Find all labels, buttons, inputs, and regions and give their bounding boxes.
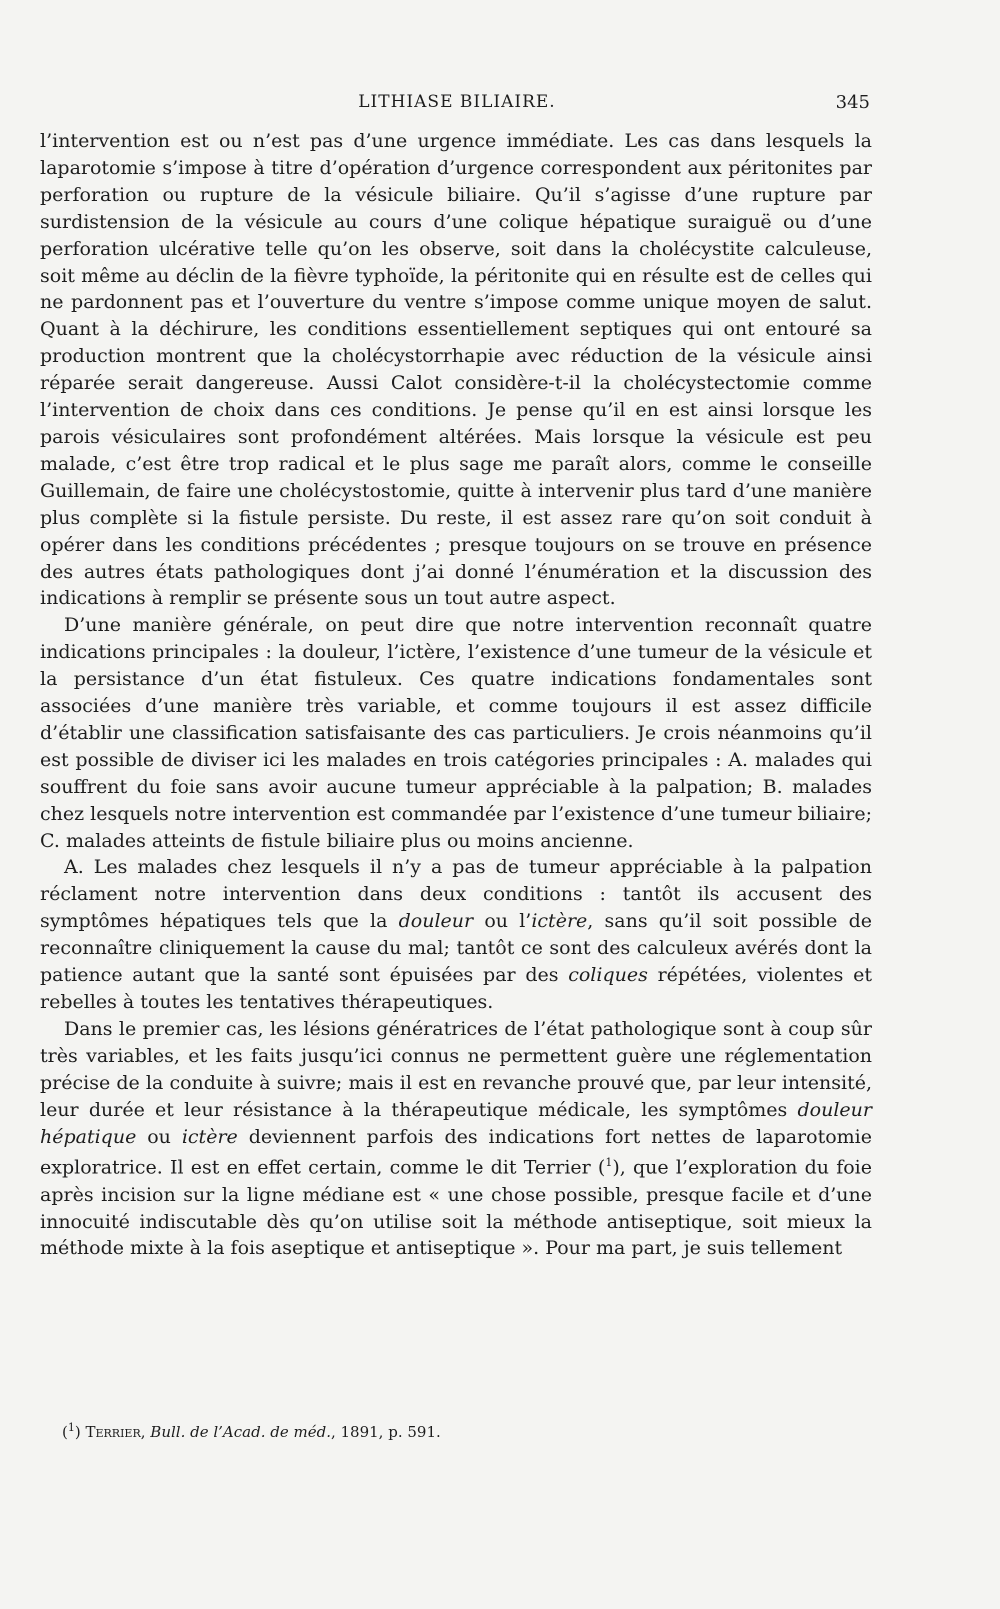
text-run: D’une manière générale, on peut dire que notre intervention reconnaît quatre indications principales : la douleur, l’ictère, l’existence d’une tumeur de la vésicule et la persistance d’un état fistuleux. Ces quatre indications fondamentales sont associées d’une manière très variable, et comme toujours il est assez difficile d’établir une classification satisfaisante des cas particuliers. Je crois néanmoins qu’il est possible de diviser ici les malades en trois catégories principales : A. malades qui souffrent du foie sans avoir aucune tumeur appréciable à la palpation; B. malades chez lesquels notre intervention est commandée par l’existence d’une tumeur biliaire; C. malades atteints de fistule biliaire plus ou moins ancienne. xyxy=(40,614,872,852)
text-run: Dans le premier cas, les lésions génératrices de l’état pathologique sont à coup sûr très variables, et les faits jusqu’ici connus ne permettent guère une réglementation précise de la conduite à suivre; mais il est en revanche prouvé que, par leur intensité, leur durée et leur résistance à la thérapeutique médicale, les symptômes xyxy=(40,1017,872,1121)
footnote-rest: , 1891, p. 591. xyxy=(330,1423,441,1441)
italic-term: douleur xyxy=(398,910,474,933)
text-run: deviennent parfois des indications fort nettes de laparotomie exploratrice. Il est en effet certain, comme le dit Terrier ( xyxy=(40,1125,872,1179)
text-run: l’intervention est ou n’est pas d’une urgence immédiate. Les cas dans lesquels la laparotomie s’impose à titre d’opération d’urgence correspondent aux péritonites par perforation ou rupture de la vésicule biliaire. Qu’il s’agisse d’une rupture par surdistension de la vésicule au cours d’une colique hépatique suraiguë ou d’une perforation ulcérative telle qu’on les observe, soit dans la cholécystite calculeuse, soit même au déclin de la fièvre typhoïde, la péritonite qui en résulte est de celles qui ne pardonnent pas et l’ouverture du ventre s’impose comme unique moyen de salut. Quant à la déchirure, les conditions essentiellement septiques qui ont entouré sa production montrent que la cholécystorrhapie avec réduction de la vésicule ainsi réparée serait dangereuse. Aussi Calot considère-t-il la cholécystectomie comme l’intervention de choix dans ces conditions. Je pense qu’il en est ainsi lorsque les parois vésiculaires sont profondément altérées. Mais lorsque la vésicule est peu malade, c’est être trop radical et le plus sage me paraît alors, comme le conseille Guillemain, de faire une cholécystostomie, quitte à intervenir plus tard d’une manière plus complète si la fistule persiste. Du reste, il est assez rare qu’on soit conduit à opérer dans les conditions précédentes ; presque toujours on se trouve en présence des autres états pathologiques dont j’ai donné l’énumération et la discussion des indications à remplir se présente sous un tout autre aspect. xyxy=(40,130,872,610)
italic-term: ictère xyxy=(181,1125,238,1148)
running-header xyxy=(44,92,870,120)
text-run: , sans qu’il soit possible de reconnaître cliniquement la cause du mal; tantôt ce sont des calculeux avérés dont la patience autant que la santé sont épuisées par des xyxy=(40,910,872,987)
paragraph xyxy=(40,854,872,1015)
running-title: LITHIASE BILIAIRE. xyxy=(358,92,556,112)
italic-term: coliques xyxy=(568,964,648,987)
paragraph xyxy=(40,1016,872,1262)
text-run: ou l’ xyxy=(473,910,532,933)
text-run: ou xyxy=(136,1125,182,1148)
footnote-journal: Bull. de l’Acad. de méd. xyxy=(150,1423,331,1441)
text-run: répétées, violentes et rebelles à toutes les tentatives thérapeutiques. xyxy=(40,964,872,1013)
paragraph xyxy=(40,612,872,854)
italic-term: douleur hépatique xyxy=(40,1098,872,1148)
footnote: ($^1$) Terrier, Bull. de l’Acad. de méd., 1891, p. 591. xyxy=(62,1421,441,1441)
page-number: 345 xyxy=(835,92,870,113)
text-run: ), que l’exploration du foie après incision sur la ligne médiane est « une chose possible, presque facile et d’une innocuité indiscutable dès qu’on utilise soit la méthode antiseptique, soit mieux la méthode mixte à la fois aseptique et antiseptique ». Pour ma part, je suis tellement xyxy=(40,1156,872,1260)
footnote-author: Terrier xyxy=(85,1423,141,1441)
italic-term: ictère xyxy=(531,910,588,933)
body-text xyxy=(40,128,872,1262)
text-run: A. Les malades chez lesquels il n’y a pas de tumeur appréciable à la palpation réclament notre intervention dans deux conditions : tantôt ils accusent des symptômes hépatiques tels que la xyxy=(40,856,872,933)
footnote-marker: 1 xyxy=(67,1421,75,1434)
paragraph xyxy=(40,128,872,612)
footnote-ref: 1 xyxy=(605,1156,613,1170)
